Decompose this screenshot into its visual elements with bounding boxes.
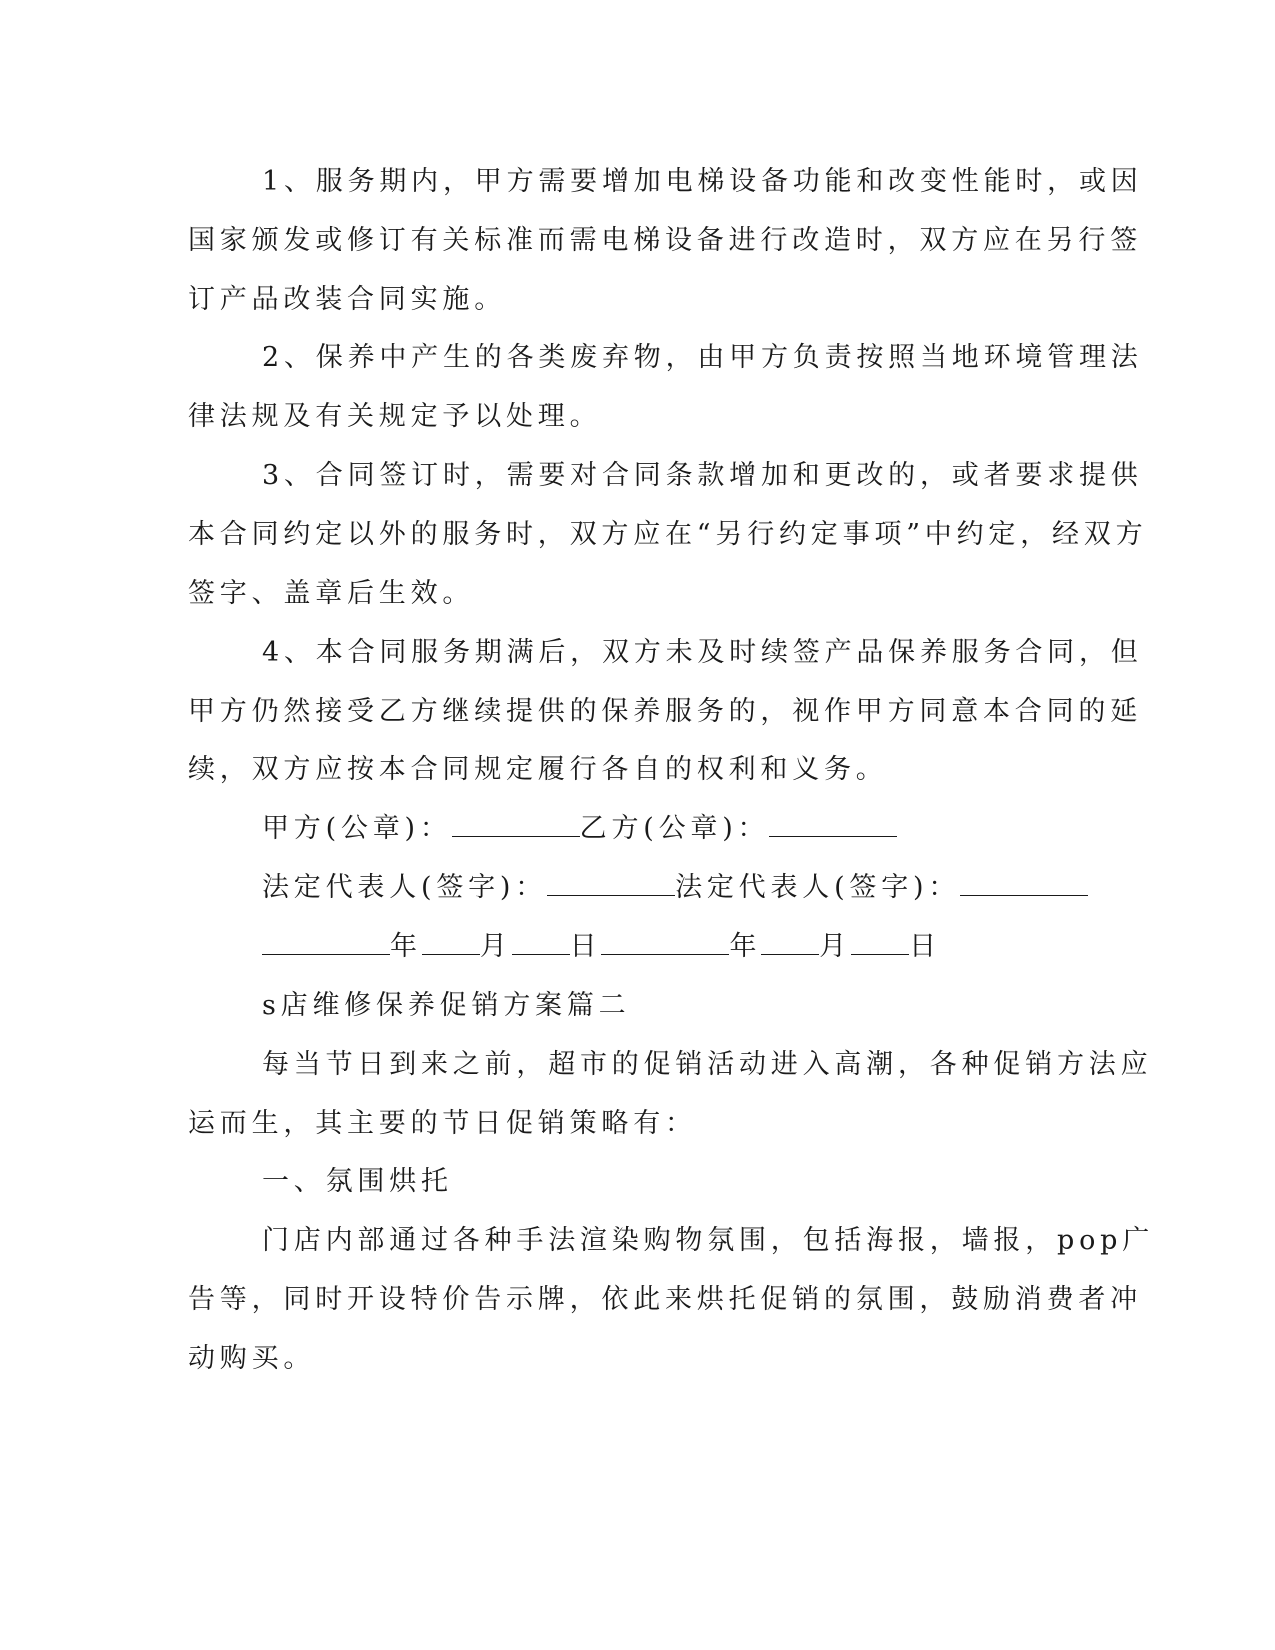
month-a-blank [422, 928, 480, 955]
paragraph-2-line-1: 2、保养中产生的各类废弃物，由甲方负责按照当地环境管理法 [262, 342, 1143, 373]
day-b-blank [851, 928, 909, 955]
party-b-rep-label: 法定代表人(签字)： [675, 872, 961, 903]
heading-1: 一、氛围烘托 [262, 1166, 453, 1197]
month-a-label: 月 [479, 931, 512, 962]
body-1-line-2: 告等，同时开设特价告示牌，依此来烘托促销的氛围，鼓励消费者冲 [188, 1284, 1142, 1315]
paragraph-3-line-1: 3、合同签订时，需要对合同条款增加和更改的，或者要求提供 [262, 460, 1143, 491]
year-a-blank [262, 928, 390, 955]
year-b-blank [601, 928, 729, 955]
paragraph-2-line-2: 律法规及有关规定予以处理。 [188, 401, 602, 432]
section-title: s店维修保养促销方案篇二 [262, 990, 631, 1021]
year-a-label: 年 [390, 931, 422, 962]
paragraph-3-line-3: 签字、盖章后生效。 [188, 578, 475, 609]
day-a-blank [512, 928, 570, 955]
intro-line-2: 运而生，其主要的节日促销策略有： [188, 1108, 697, 1139]
day-a-label: 日 [569, 931, 602, 962]
representative-line [262, 868, 1088, 908]
party-b-rep-blank [960, 869, 1088, 896]
party-a-seal-label: 甲方(公章)： [262, 813, 452, 844]
body-1-line-1: 门店内部通过各种手法渲染购物氛围，包括海报，墙报，pop广 [262, 1225, 1155, 1256]
paragraph-4-line-1: 4、本合同服务期满后，双方未及时续签产品保养服务合同，但 [262, 637, 1143, 668]
seal-line [262, 809, 897, 849]
month-b-label: 月 [819, 931, 852, 962]
paragraph-1-line-2: 国家颁发或修订有关标准而需电梯设备进行改造时，双方应在另行签 [188, 225, 1142, 256]
paragraph-1-line-3: 订产品改装合同实施。 [188, 284, 506, 315]
party-b-seal-label: 乙方(公章)： [579, 813, 770, 844]
party-a-rep-label: 法定代表人(签字)： [262, 872, 548, 903]
party-a-rep-blank [547, 869, 675, 896]
day-b-label: 日 [909, 931, 941, 962]
body-1-line-3: 动购买。 [188, 1343, 316, 1374]
paragraph-4-line-3: 续，双方应按本合同规定履行各自的权利和义务。 [188, 754, 888, 785]
month-b-blank [761, 928, 819, 955]
year-b-label: 年 [729, 931, 762, 962]
date-line [262, 927, 941, 967]
paragraph-3-line-2: 本合同约定以外的服务时，双方应在“另行约定事项”中约定，经双方 [188, 519, 1148, 550]
intro-line-1: 每当节日到来之前，超市的促销活动进入高潮，各种促销方法应 [262, 1049, 1153, 1080]
party-b-seal-blank [769, 810, 897, 837]
party-a-seal-blank [452, 810, 580, 837]
paragraph-4-line-2: 甲方仍然接受乙方继续提供的保养服务的，视作甲方同意本合同的延 [188, 696, 1142, 727]
paragraph-1-line-1: 1、服务期内，甲方需要增加电梯设备功能和改变性能时，或因 [262, 166, 1143, 197]
